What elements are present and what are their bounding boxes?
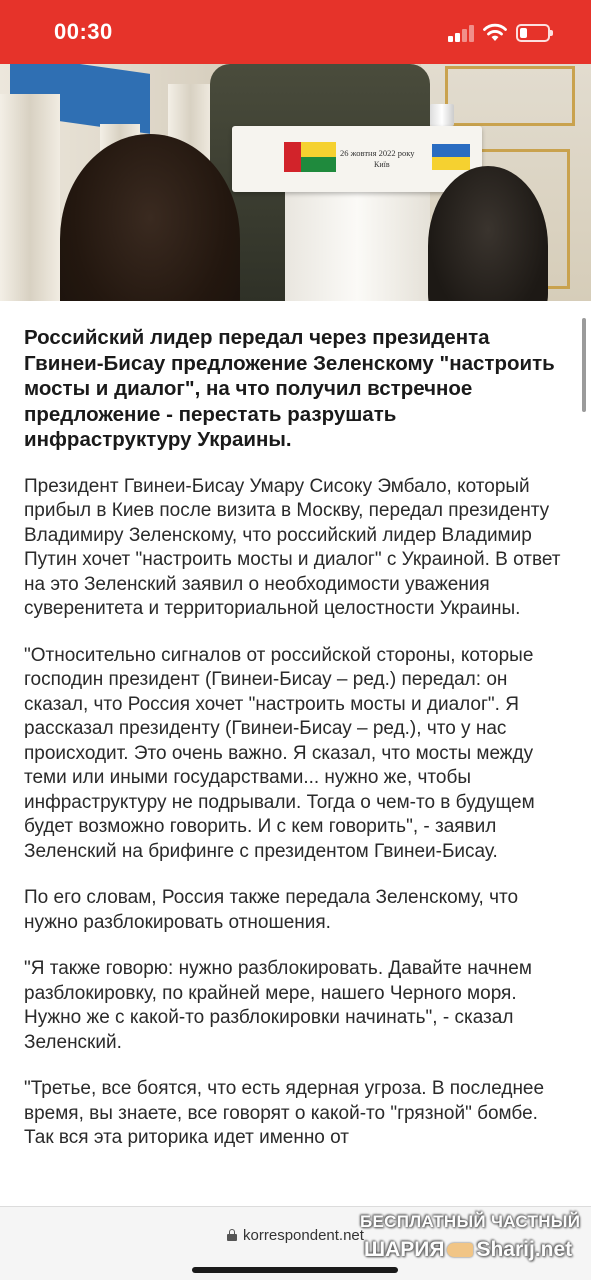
battery-icon	[516, 24, 550, 42]
status-bar	[0, 0, 591, 64]
article-paragraph: "Я также говорю: нужно разблокировать. Давайте начнем разблокировку, по крайней мере, нашего Черного моря. Нужно же с какой-то разблокировки начинать", - сказал Зеленский.	[24, 958, 532, 1053]
status-time: 00:30	[54, 19, 113, 44]
article-body	[24, 325, 569, 1151]
pointing-hand-icon	[447, 1243, 473, 1257]
lock-icon	[227, 1229, 237, 1241]
podium	[232, 126, 482, 192]
wifi-icon	[482, 22, 508, 42]
article-paragraph: "Третье, все боятся, что есть ядерная угроза. В последнее время, вы знаете, все говорят о какой-то "грязной" бомбе. Так вся эта риторика идет именно от	[24, 1078, 545, 1148]
podium-date: 26 жовтня 2022 року	[340, 148, 415, 158]
watermark-logo: БЕСПЛАТНЫЙ ЧАСТНЫЙ ШАРИЯ Sharij.net	[360, 1212, 581, 1261]
article-paragraph: По его словам, Россия также передала Зеленскому, что нужно разблокировать отношения.	[24, 887, 519, 933]
article-paragraph: Президент Гвинеи-Бисау Умару Сисоку Эмбало, который прибыл в Киев после визита в Москву, передал президенту Владимиру Зеленскому, что российский лидер Владимир Путин хочет "настроить мосты и диалог" с Украиной. В ответ на это Зеленский заявил о необходимости уважения суверенитета и территориальной целостности Украины.	[24, 475, 561, 619]
url-text: korrespondent.net	[243, 1227, 364, 1244]
article-headline: Российский лидер передал через президента Гвинеи-Бисау предложение Зеленскому "настроить мосты и диалог", на что получил встречное предложение - перестать разрушать инфраструктуру Украины.	[24, 326, 555, 451]
cellular-signal-icon	[448, 24, 476, 42]
article-paragraph: "Относительно сигналов от российской стороны, которые господин президент (Гвинеи-Бисау – ред.) передал: он сказал, что Россия хочет "настроить мосты и диалог". Я рассказал президенту (Гвинеи-Бисау – ред.), что у нас происходит. Это очень важно. Я сказал, что мосты между теми или иными государствами... нужно же, чтобы инфраструктуру не подрывали. Тогда о чем-то в будущем будет возможно говорить. И с кем говорить", - заявил Зеленский на брифинге с президентом Гвинеи-Бисау.	[24, 644, 535, 862]
guinea-bissau-flag-icon	[284, 142, 336, 172]
hero-image	[0, 64, 591, 301]
scrollbar-thumb[interactable]	[582, 318, 586, 412]
podium-city: Київ	[374, 160, 390, 169]
ukraine-flag-icon	[432, 144, 470, 170]
